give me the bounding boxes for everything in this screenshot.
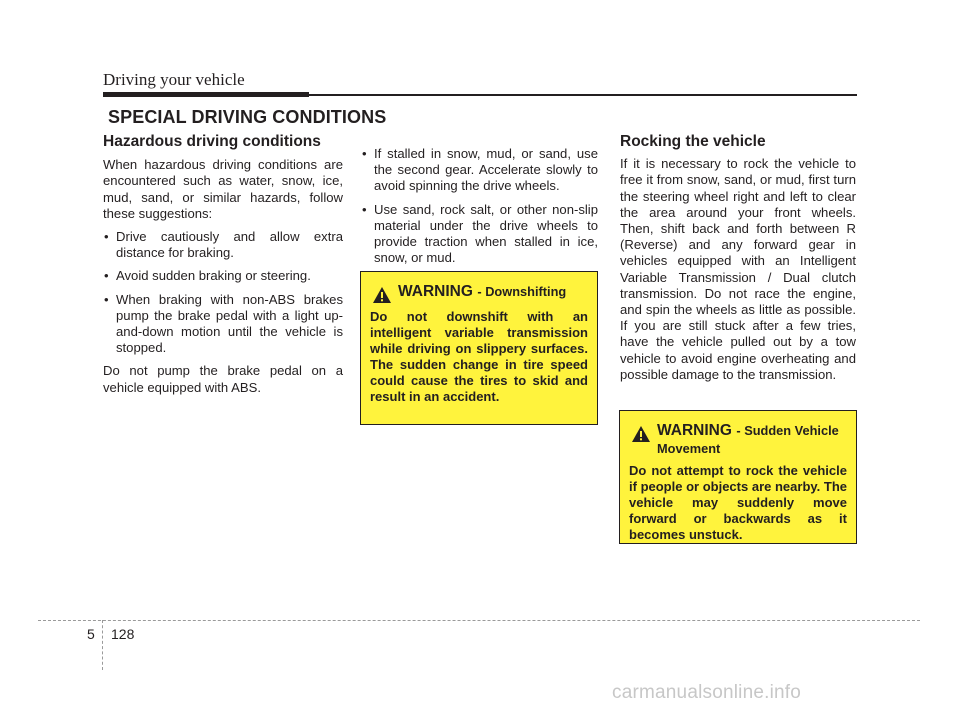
bullet-glyph: • bbox=[104, 229, 109, 245]
warning-header bbox=[370, 283, 588, 304]
section-title: SPECIAL DRIVING CONDITIONS bbox=[108, 107, 387, 127]
column-rocking bbox=[620, 134, 856, 390]
list-item-text: Use sand, rock salt, or other non-slip material under the drive wheels to provide traction when stalled in ice, snow, or mud. bbox=[374, 201, 598, 266]
running-head: Driving your vehicle bbox=[103, 70, 245, 89]
column-hazardous bbox=[103, 134, 343, 403]
footer-vertical-divider bbox=[102, 620, 103, 670]
list-item bbox=[103, 229, 343, 261]
header-rule-thick bbox=[103, 92, 309, 97]
stalled-list bbox=[361, 146, 598, 266]
watermark: carmanualsonline.info bbox=[612, 682, 802, 703]
list-item-text: Drive cautiously and allow extra distance for braking. bbox=[116, 229, 343, 261]
footer-divider bbox=[38, 620, 920, 621]
warning-subtitle: - Downshifting bbox=[477, 284, 567, 299]
hazardous-list bbox=[103, 229, 343, 356]
list-item bbox=[103, 268, 343, 284]
list-item-text: When braking with non-ABS brakes pump the brake pedal with a light up-and-down motion until the vehicle is stopped. bbox=[116, 291, 343, 356]
warning-body: Do not attempt to rock the vehicle if people or objects are nearby. The vehicle may suddenly move forward or backwards as it becomes unstuck. bbox=[629, 463, 847, 542]
warning-triangle-icon bbox=[631, 425, 651, 443]
warning-title: WARNING bbox=[398, 283, 473, 300]
hazardous-heading: Hazardous driving conditions bbox=[103, 133, 321, 150]
header-rule-thin bbox=[309, 94, 857, 96]
bullet-glyph: • bbox=[104, 291, 109, 307]
page-number: 128 bbox=[111, 626, 135, 642]
warning-header bbox=[629, 422, 847, 458]
list-item bbox=[361, 202, 598, 267]
warning-vehicle-movement-box bbox=[619, 410, 857, 544]
warning-body: Do not downshift with an intelligent variable transmission while driving on slippery surfaces. The sudden change in tire speed could cause the tires to skid and result in an accident. bbox=[370, 309, 588, 404]
rocking-heading: Rocking the vehicle bbox=[620, 133, 766, 150]
warning-downshifting-box bbox=[360, 271, 598, 425]
bullet-glyph: • bbox=[362, 146, 367, 161]
rocking-body: If it is necessary to rock the vehicle to free it from snow, sand, or mud, first turn the steering wheel right and left to clear the area around your front wheels. Then, shift back and forth between R (Reverse) and any forward gear in vehicles equipped with an Intelligent Variable Transmission / Dual clutch transmission. Do not race the engine, and spin the wheels as little as possible. If you are still stuck after a few tries, have the vehicle pulled out by a tow vehicle to avoid engine overheating and possible damage to the transmission. bbox=[620, 156, 856, 382]
bullet-glyph: • bbox=[104, 268, 109, 284]
list-item-text: Avoid sudden braking or steering. bbox=[116, 268, 311, 284]
list-item-text: If stalled in snow, mud, or sand, use the second gear. Accelerate slowly to avoid spinning the drive wheels. bbox=[374, 146, 598, 194]
column-stalled bbox=[361, 146, 598, 273]
hazardous-intro: When hazardous driving conditions are encountered such as water, snow, ice, mud, sand, or similar hazards, follow these suggestions: bbox=[103, 157, 343, 221]
warning-subtitle: - Sudden Vehicle Movement bbox=[657, 423, 839, 456]
warning-triangle-icon bbox=[372, 286, 392, 304]
warning-title: WARNING bbox=[657, 422, 732, 439]
list-item bbox=[103, 292, 343, 357]
list-item bbox=[361, 146, 598, 195]
bullet-glyph: • bbox=[362, 201, 367, 217]
chapter-number: 5 bbox=[87, 626, 95, 642]
hazardous-closing: Do not pump the brake pedal on a vehicle equipped with ABS. bbox=[103, 363, 343, 395]
